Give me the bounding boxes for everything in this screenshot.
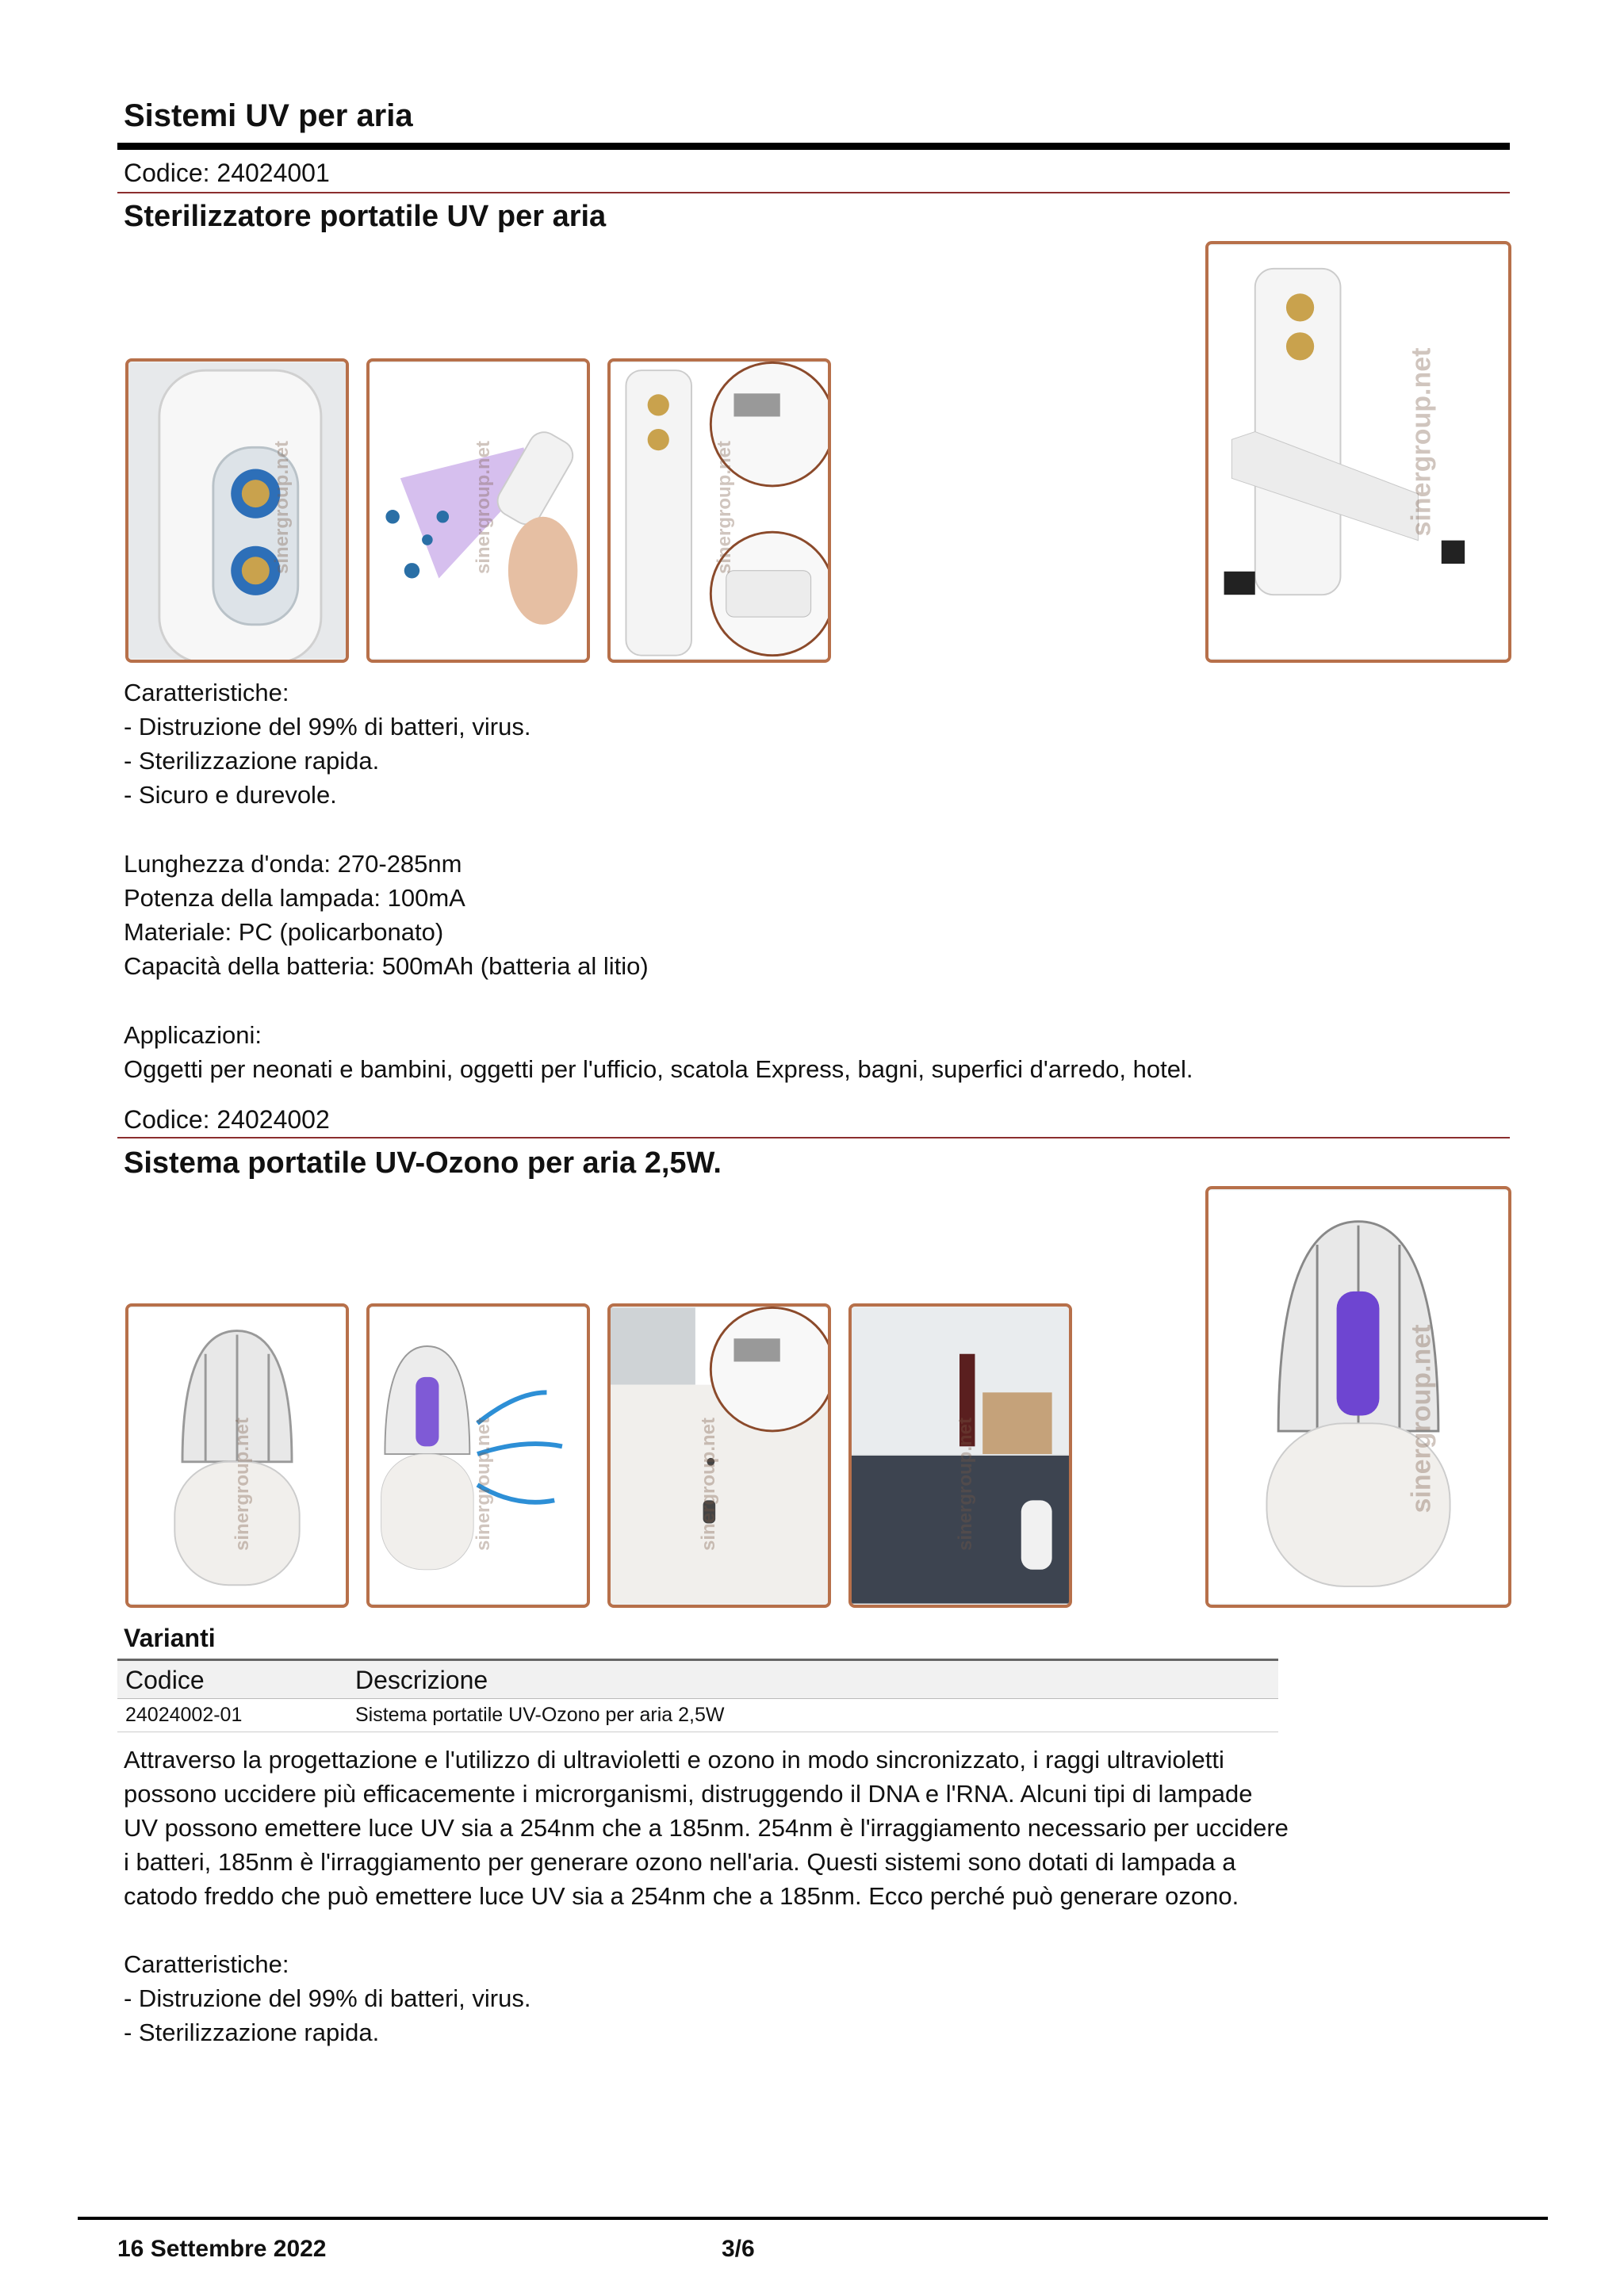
table-row	[117, 1699, 1278, 1732]
product1-rule	[117, 192, 1510, 193]
watermark: sinergroup.net	[698, 1417, 720, 1552]
product1-code: Codice: 24024001	[124, 159, 330, 187]
product1-image-3[interactable]	[607, 358, 831, 663]
product1-features: Caratteristiche: - Distruzione del 99% di batteri, virus. - Sterilizzazione rapida. - Sicuro e durevole.	[124, 679, 531, 809]
product1-specs: Lunghezza d'onda: 270-285nm Potenza della lampada: 100mA Materiale: PC (policarbonato) Capacità della batteria: 500mAh (batteria al litio)	[124, 850, 649, 980]
variant-code: 24024002-01	[117, 1699, 347, 1732]
product1-image-main[interactable]	[1205, 241, 1511, 663]
product2-rule	[117, 1137, 1510, 1138]
watermark: sinergroup.net	[1406, 1324, 1437, 1513]
table-header-row	[117, 1660, 1278, 1699]
product1-title: Sterilizzatore portatile UV per aria	[124, 200, 607, 233]
watermark: sinergroup.net	[271, 440, 293, 575]
footer-page-number: 3/6	[722, 2236, 755, 2262]
product2-title: Sistema portatile UV-Ozono per aria 2,5W.	[124, 1146, 722, 1180]
column-header-codice: Codice	[117, 1660, 347, 1699]
watermark: sinergroup.net	[232, 1417, 254, 1552]
product2-image-3[interactable]	[607, 1303, 831, 1608]
variant-description: Sistema portatile UV-Ozono per aria 2,5W	[347, 1699, 1278, 1732]
product1-image-1[interactable]	[125, 358, 349, 663]
product2-image-main[interactable]	[1205, 1186, 1511, 1608]
watermark: sinergroup.net	[473, 440, 495, 575]
product2-code: Codice: 24024002	[124, 1105, 330, 1134]
footer-rule	[78, 2217, 1548, 2220]
watermark: sinergroup.net	[714, 440, 736, 575]
product2-image-2[interactable]	[366, 1303, 590, 1608]
product1-applications: Applicazioni: Oggetti per neonati e bambini, oggetti per l'ufficio, scatola Express, bagni, superfici d'arredo, hotel.	[124, 1021, 1193, 1083]
footer-date: 16 Settembre 2022	[117, 2236, 327, 2262]
product2-image-4[interactable]	[848, 1303, 1072, 1608]
variants-table	[117, 1659, 1278, 1732]
watermark: sinergroup.net	[1406, 347, 1437, 537]
variants-title: Varianti	[124, 1624, 216, 1652]
watermark: sinergroup.net	[955, 1417, 977, 1552]
column-header-descrizione: Descrizione	[347, 1660, 1278, 1699]
section-title: Sistemi UV per aria	[124, 98, 413, 133]
watermark: sinergroup.net	[473, 1417, 495, 1552]
product1-image-2[interactable]	[366, 358, 590, 663]
product2-image-1[interactable]	[125, 1303, 349, 1608]
product2-features: Caratteristiche: - Distruzione del 99% di batteri, virus. - Sterilizzazione rapida.	[124, 1950, 531, 2046]
product2-description: Attraverso la progettazione e l'utilizzo di ultravioletti e ozono in modo sincronizzato, i raggi ultravioletti possono uccidere più efficacemente i microrganismi, distruggendo il DNA e l'RNA. Alcuni tipi di lampade UV possono emettere luce UV sia a 254nm che a 185nm. 254nm è l'irraggiamento necessario per uccidere i batteri, 185nm è l'irraggiamento per generare ozono nell'aria. Questi sistemi sono dotati di lampada a catodo freddo che può emettere luce UV sia a 254nm che a 185nm. Ecco perché può generare ozono.	[124, 1746, 1289, 1910]
header-rule	[117, 143, 1510, 150]
